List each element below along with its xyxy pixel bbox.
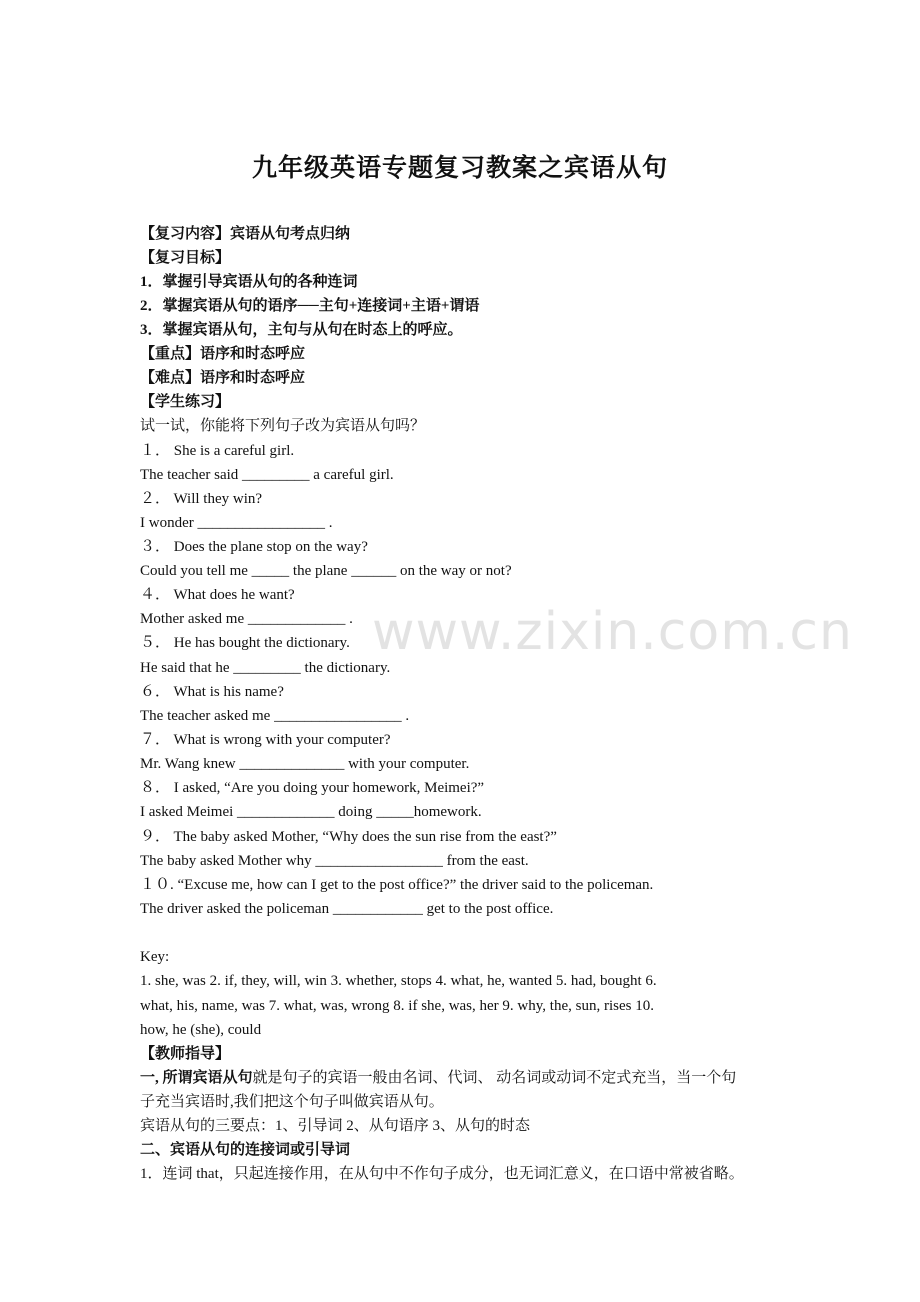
review-content-line: 【复习内容】宾语从句考点归纳 [140,226,351,242]
exercise-question: ５． He has bought the dictionary. [140,635,350,651]
exercise-answer-line: Mr. Wang knew ______________ with your computer. [140,756,470,772]
goal-item-1: 1．掌握引导宾语从句的各种连词 [140,274,358,290]
guide-paragraph-line-2: 子充当宾语时,我们把这个句子叫做宾语从句。 [140,1094,444,1110]
student-practice-heading: 【学生练习】 [140,394,231,410]
exercise-answer-line: The teacher asked me _________________ . [140,708,410,724]
key-answers-line: what, his, name, was 7. what, was, wrong 8. if she, was, her 9. why, the, sun, rises 10. [140,998,654,1014]
goal-item-2: 2．掌握宾语从句的语序──主句+连接词+主语+谓语 [140,298,480,314]
exercise-answer-line: The baby asked Mother why _________________ from the east. [140,853,529,869]
exercise-answer-line: Mother asked me _____________ . [140,611,353,627]
guide-definition: 就是句子的宾语一般由名词、代词、 动名词或动词不定式充当，当一个句 [252,1070,737,1086]
exercise-answer-line: The driver asked the policeman ____________ get to the post office. [140,901,554,917]
exercise-question: ４． What does he want? [140,587,295,603]
exercise-question: ６． What is his name? [140,684,284,700]
guide-three-points: 宾语从句的三要点：1、引导词 2、从句语序 3、从句的时态 [140,1118,531,1134]
exercise-answer-line: He said that he _________ the dictionary. [140,660,391,676]
exercise-question: ７． What is wrong with your computer? [140,732,391,748]
exercise-answer-line: The teacher said _________ a careful girl. [140,467,394,483]
review-goal-heading: 【复习目标】 [140,250,231,266]
key-point-line: 【重点】语序和时态呼应 [140,346,306,362]
teacher-guide-heading: 【教师指导】 [140,1046,231,1062]
difficult-point-line: 【难点】语序和时态呼应 [140,370,306,386]
exercise-answer-line: I asked Meimei _____________ doing _____homework. [140,804,482,820]
key-answers-line: how, he (she), could [140,1022,262,1038]
exercise-answer-line: Could you tell me _____ the plane ______ on the way or not? [140,563,512,579]
exercise-question: １． She is a careful girl. [140,443,295,459]
key-heading: Key: [140,949,170,965]
watermark: www.zixin.com.cn [372,602,853,662]
guide-term: 一, 所谓宾语从句 [140,1070,253,1086]
exercise-question: ２． Will they win? [140,491,263,507]
practice-intro: 试一试，你能将下列句子改为宾语从句吗？ [140,418,426,434]
exercise-question: １０. “Excuse me, how can I get to the post office?” the driver said to the policeman. [140,877,654,893]
exercise-question: ８． I asked, “Are you doing your homework, Meimei?” [140,780,485,796]
key-answers-line: 1. she, was 2. if, they, will, win 3. whether, stops 4. what, he, wanted 5. had, bought 6. [140,973,657,989]
section-two-heading: 二、宾语从句的连接词或引导词 [140,1142,351,1158]
guide-paragraph-line-1 [140,1068,736,1088]
exercise-answer-line: I wonder _________________ . [140,515,333,531]
exercise-question: ３． Does the plane stop on the way? [140,539,368,555]
exercise-question: ９． The baby asked Mother, “Why does the sun rise from the east?” [140,829,557,845]
conjunction-that-line: 1．连词 that，只起连接作用，在从句中不作句子成分，也无词汇意义，在口语中常被省略。 [140,1166,744,1182]
document-title: 九年级英语专题复习教案之宾语从句 [251,155,668,182]
goal-item-3: 3．掌握宾语从句，主句与从句在时态上的呼应。 [140,322,463,338]
